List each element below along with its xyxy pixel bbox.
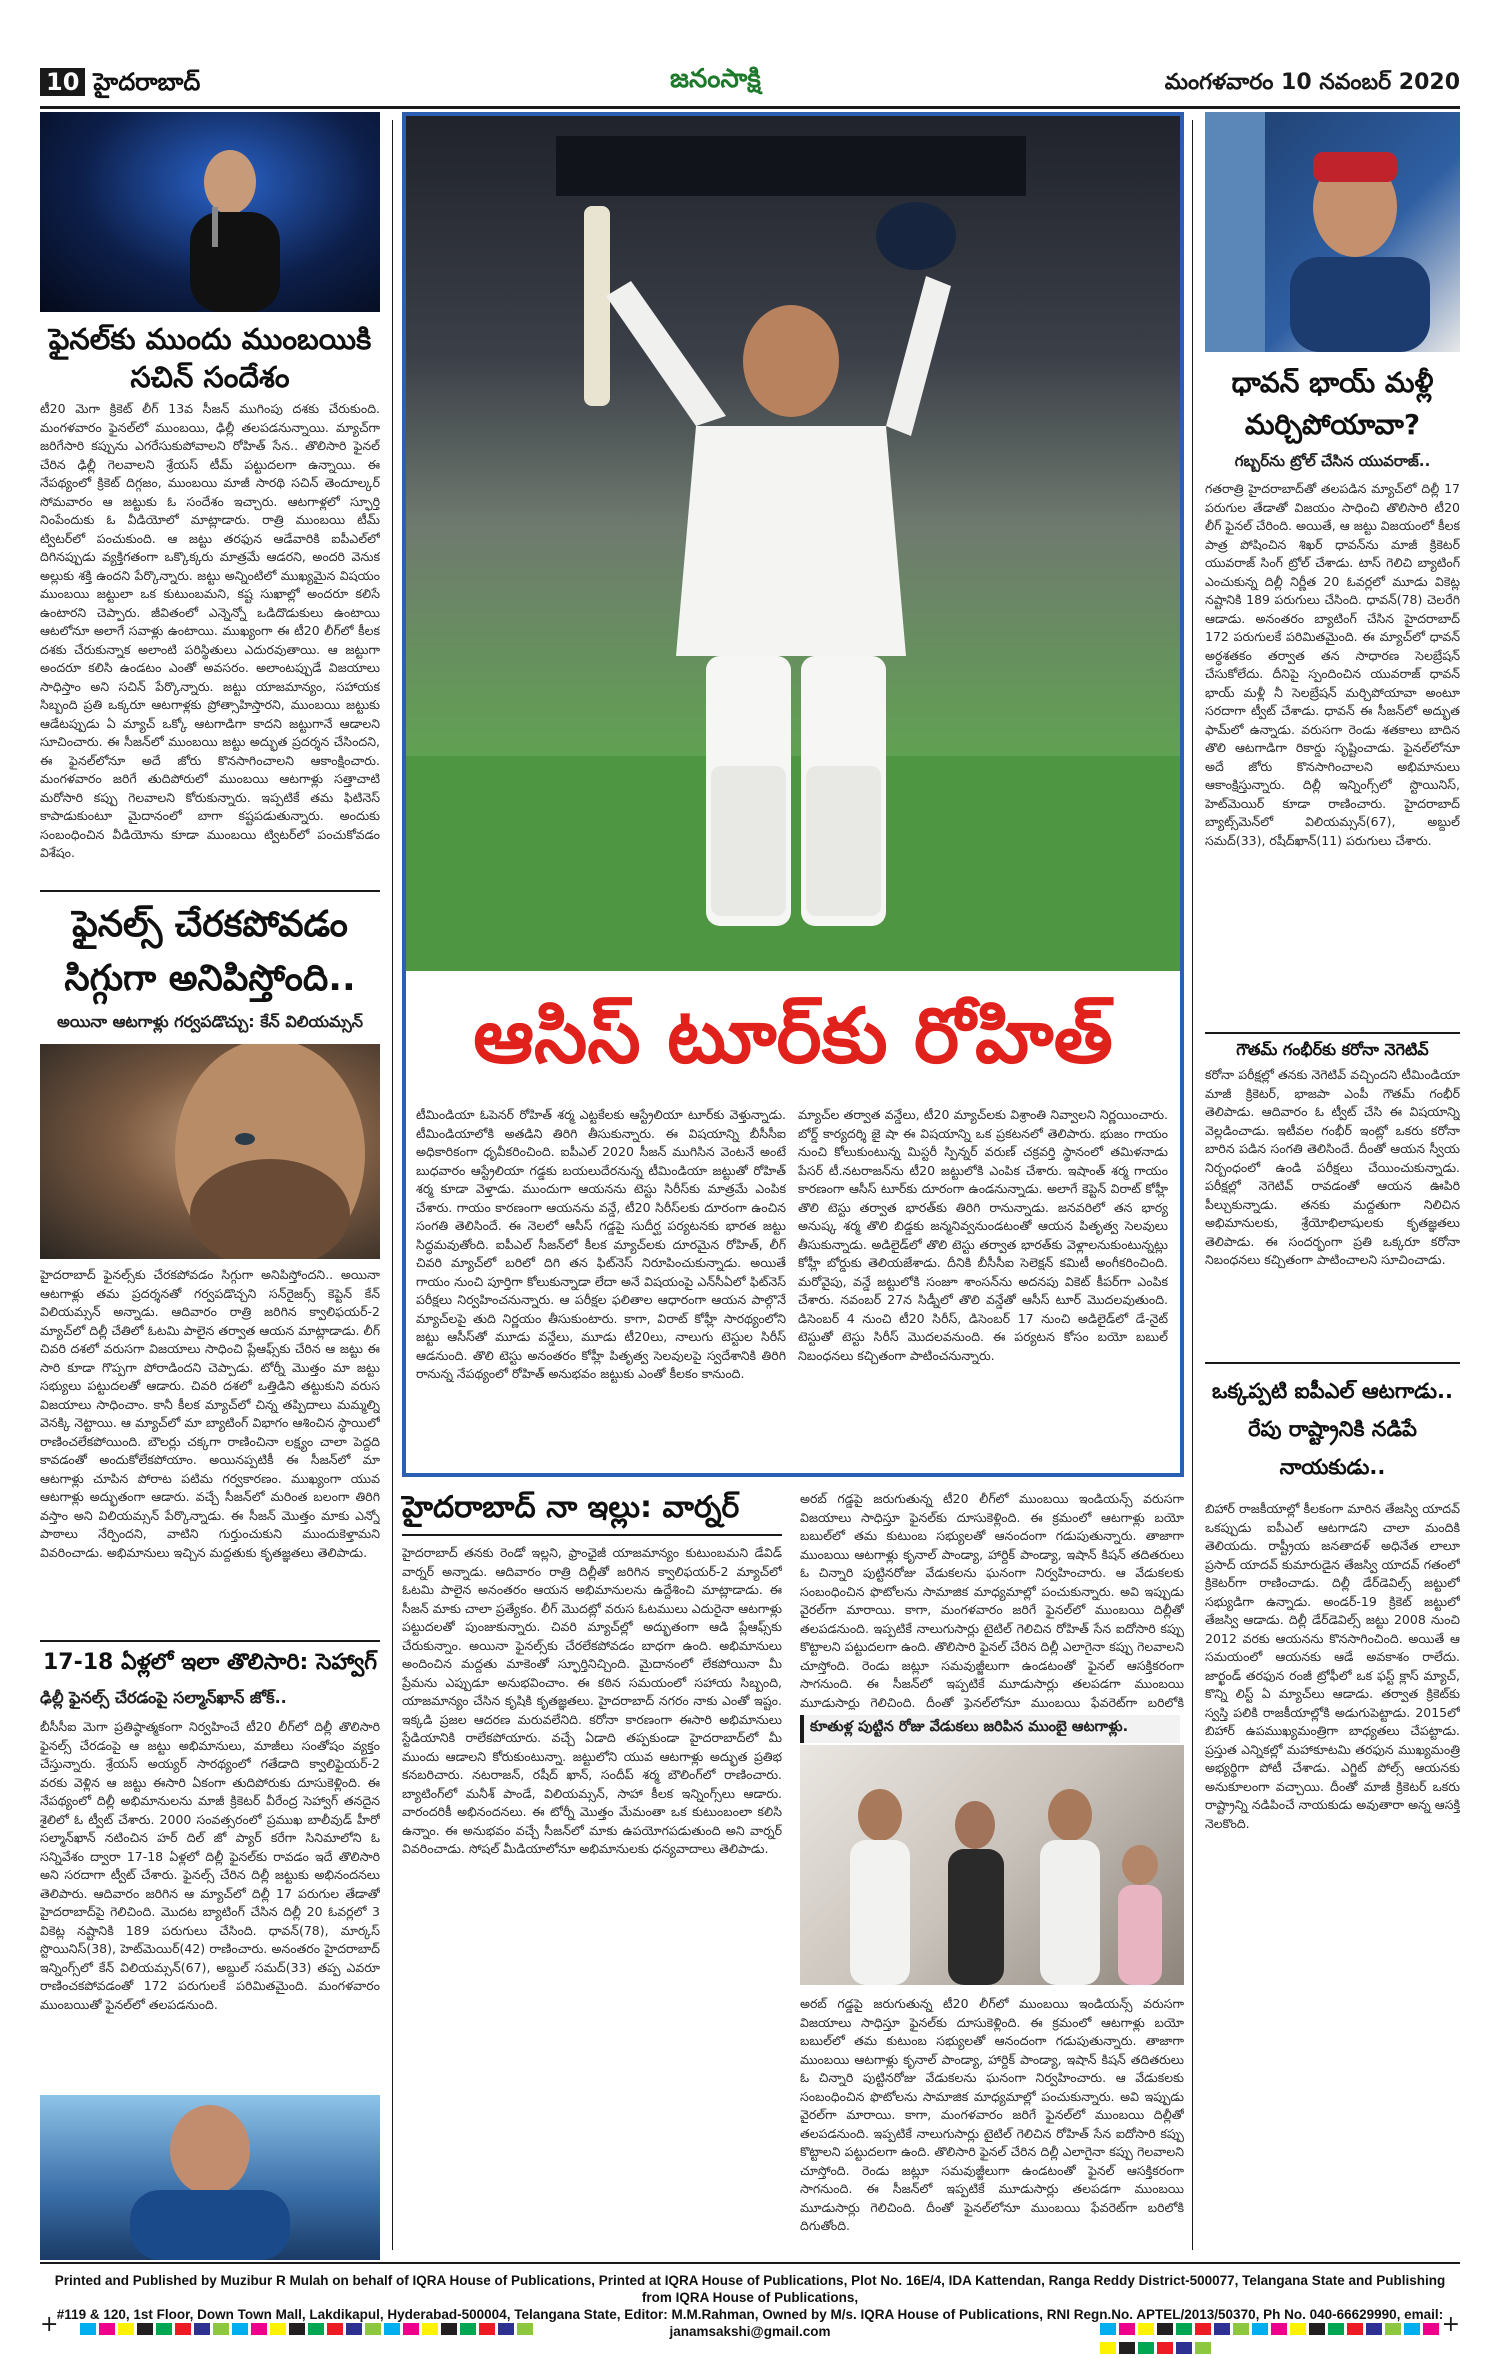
color-swatch <box>270 2323 286 2335</box>
gambhir-body: కరోనా పరీక్షల్లో తనకు నెగెటివ్ వచ్చిందని టీమిండియా మాజీ క్రికెటర్, భాజపా ఎంపీ గౌతమ్ గంభీర్ తెలిపాడు. ఆదివారం ఓ ట్వీట్ చేసి ఈ విషయాన్ని వెల్లడించాడు. ఇటీవల గంభీర్ ఇంట్లో ఒకరు కరోనా బారిన పడిన సంగతి తెలిసిందే. దీంతో ఆయన స్వీయ నిర్బంధంలో ఉండి పరీక్షలు చేయించుకున్నాడు. పరీక్షల్లో నెగెటివ్ రావడంతో ఆయన ఊపిరి పీల్చుకున్నాడు. తనకు మద్దతుగా నిలిచిన అభిమానులకు, శ్రేయోభిలాషులకు కృతజ్ఞతలు తెలిపాడు. ఈ సందర్భంగా ప్రతి ఒక్కరూ కరోనా నిబంధనలు కచ్చితంగా పాటించాలని సూచించాడు. <box>1205 1067 1460 1267</box>
page-number: 10 <box>40 68 85 96</box>
williamson-subhead: అయినా ఆటగాళ్లు గర్వపడొచ్చు: కేన్‌ విలియమ్సన్‌ <box>57 1012 363 1031</box>
color-swatch <box>1252 2323 1268 2335</box>
color-swatch <box>1214 2323 1230 2335</box>
color-swatch <box>346 2323 362 2335</box>
color-swatch <box>1233 2323 1249 2335</box>
color-swatch <box>213 2323 229 2335</box>
color-swatch <box>1271 2323 1287 2335</box>
color-swatch <box>498 2323 514 2335</box>
dhawan-subhead: గబ్బర్‌ను ట్రోల్‌ చేసిన యువరాజ్‌.. <box>1234 452 1431 470</box>
divider <box>402 1534 782 1536</box>
color-swatch <box>441 2323 457 2335</box>
divider <box>1205 1362 1460 1364</box>
color-swatch <box>308 2323 324 2335</box>
color-swatch <box>137 2323 153 2335</box>
sachin-figure-icon <box>40 112 380 312</box>
crosshair-icon: + <box>1441 2312 1460 2337</box>
color-swatch <box>1195 2342 1211 2354</box>
rohit-story-frame <box>402 112 1184 1477</box>
sehwag-body: బీసీసీఐ మెగా ప్రతిష్ఠాత్మకంగా నిర్వహించే టీ20 లీగ్‌లో దిల్లీ తొలిసారి ఫైనల్స్ చేరడంపై ఆ జట్టు అభిమానులు, మాజీలు సంతోషం వ్యక్తం చేస్తున్నారు. శ్రేయస్ అయ్యర్ సారథ్యంలో గతేడాది క్వాలిఫైయర్-2 వరకు వెళ్లిన ఆ జట్టు ఈసారి ఏకంగా తుదిపోరుకు దూసుకెళ్లింది. ఈ నేపథ్యంలో దిల్లీ అభిమానులను మాజీ క్రికెటర్ వీరేంద్ర సెహ్వాగ్ తనదైన శైలిలో ఓ ట్వీట్ చేశారు. 2000 సంవత్సరంలో ప్రముఖ బాలీవుడ్ హీరో సల్మాన్‌ఖాన్ నటించిన హర్ దిల్ జో ప్యార్ కరేగా సినిమాలోని ఓ సన్నివేశం ద్వారా 17-18 ఏళ్లలో దిల్లీ ఫైనల్‌కు రావడం ఇదే తొలిసారి అని సరదాగా ట్వీట్ చేశారు. ఫైనల్స్ చేరిన దిల్లీ జట్టుకు అభినందనలు తెలిపారు. ఆదివారం జరిగిన ఆ మ్యాచ్‌లో దిల్లీ 17 పరుగుల తేడాతో హైదరాబాద్‌పై గెలిచింది. మొదట బ్యాటింగ్ చేసిన దిల్లీ 20 ఓవర్లలో 3 వికెట్ల నష్టానికి 189 పరుగులు చేసింది. ధావన్(78), మార్కస్ స్టొయినిస్(38), హెట్‌మెయిర్(42) రాణించారు. అనంతరం హైదరాబాద్ ఇన్నింగ్స్‌లో కేన్ విలియమ్సన్(67), అబ్దుల్ సమద్(33) తప్ప ఎవరూ రాణించకపోవడంతో 172 పరుగులకే పరిమితమైంది. మంగళవారం ముంబయితో ఫైనల్‌లో తలపడనుంది. <box>40 1719 380 2012</box>
color-swatch <box>1423 2323 1439 2335</box>
color-swatch <box>479 2323 495 2335</box>
color-swatch <box>365 2323 381 2335</box>
color-swatch <box>1100 2323 1116 2335</box>
column-divider-left <box>392 120 393 2250</box>
crosshair-icon: + <box>40 2312 59 2337</box>
imprint-line-2: #119 & 120, 1st Floor, Down Town Mall, Lakdikapul, Hyderabad-500004, Telangana State, Editor: M.M.Rahman, Owned by M/s. IQRA House of Publications, RNI Regn.No. APTEL/2013/50370, Ph No. 040-66629990, email: janamsakshi@gmail.com <box>56 2307 1444 2339</box>
tejashwi-body: బిహార్ రాజకీయాల్లో కీలకంగా మారిన తేజస్వి యాదవ్ ఒకప్పుడు ఐపీఎల్ ఆటగాడని చాలా మందికి తెలియదు. రాష్ట్రీయ జనతాదళ్ అధినేత లాలూ ప్రసాద్ యాదవ్ కుమారుడైన తేజస్వి యాదవ్ గతంలో క్రికెటర్‌గా రాణించాడు. దిల్లీ డేర్‌డెవిల్స్ జట్టులో సభ్యుడిగా ఉన్నాడు. అండర్-19 క్రికెట్ జట్టులో తేజస్వి ఆడాడు. దిల్లీ డేర్‌డెవిల్స్ జట్టు 2008 నుంచి 2012 వరకు ఆయనను కొనసాగించింది. అయితే ఆ సమయంలో ఆయనకు ఆడే అవకాశం రాలేదు. జార్ఖండ్ తరఫున రంజీ ట్రోఫీలో ఒక ఫస్ట్ క్లాస్ మ్యాచ్, కొన్ని లిస్ట్ ఏ మ్యాచ్‌లు ఆడాడు. తర్వాత క్రికెట్‌కు స్వస్తి పలికి రాజకీయాల్లోకి అడుగుపెట్టాడు. 2015లో బిహార్ ఉపముఖ్యమంత్రిగా బాధ్యతలు చేపట్టాడు. ప్రస్తుత ఎన్నికల్లో మహాకూటమి తరఫున ముఖ్యమంత్రి అభ్యర్థిగా పోటీ చేశాడు. ఎగ్జిట్ పోల్స్ ఆయనకు అనుకూలంగా వచ్చాయి. దీంతో మాజీ క్రికెటర్ ఒకరు రాష్ట్రాన్ని నడిపించే నాయకుడు అవుతారా అన్న ఆసక్తి నెలకొంది. <box>1205 1501 1460 1831</box>
color-swatch <box>1195 2323 1211 2335</box>
color-swatch <box>1157 2323 1173 2335</box>
rohit-headline: ఆసిస్‌ టూర్‌కు రోహిత్‌ <box>473 991 1113 1080</box>
williamson-face-icon <box>40 1044 380 1259</box>
divider <box>40 1640 380 1642</box>
color-swatches-left <box>80 2320 536 2339</box>
color-swatch <box>1366 2323 1382 2335</box>
rohit-body-col2: మ్యాచ్‌ల తర్వాత వన్డేలు, టీ20 మ్యాచ్‌లకు విశ్రాంతి నివ్వాలని నిర్ణయించారు. బోర్డ్ కార్యదర్శి జై షా ఈ విషయాన్ని ఒక ప్రకటనలో తెలిపారు. భుజం గాయం నుంచి కోలుకుంటున్న మిస్టరీ స్పిన్నర్ వరుణ్ చక్రవర్తి స్థానంలో తమిళనాడు పేసర్ టీ.నటరాజన్‌ను టీ20 జట్టులోకి ఎంపిక చేశారు. ఇషాంత్ శర్మ గాయం కారణంగా ఆసీస్ టూర్‌కు దూరంగా ఉండనున్నాడు. అలాగే కెప్టెన్ విరాట్ కోహ్లీ తొలి టెస్టు తర్వాత భారత్‌కు తిరిగి రానున్నాడు. జనవరిలో తన భార్య అనుష్క శర్మ తొలి బిడ్డకు జన్మనివ్వనుండటంతో ఆయన పితృత్వ సెలవులు తీసుకున్నాడు. అడిలైడ్‌లో తొలి టెస్టు తర్వాత భారత్‌కు వెళ్లాలనుకుంటున్నట్లు కోహ్లీ బోర్డుకు తెలియజేశాడు. దీనికి బీసీసీఐ సెలెక్షన్ కమిటీ అంగీకరించింది. మరోవైపు, వన్డే జట్టులోకి సంజూ శాంసన్‌ను అదనపు వికెట్ కీపర్‌గా ఎంపిక చేశారు. నవంబర్ 27న సిడ్నీలో తొలి వన్డేతో ఆసీస్ టూర్ మొదలవుతుంది. డిసెంబర్ 4 నుంచి టీ20 సిరీస్, డిసెంబర్ 17 నుంచి అడిలైడ్‌లో డే-నైట్ టెస్టుతో టెస్టు సిరీస్ మొదలవనుంది. ఈ పర్యటన కోసం బయో బబుల్ నిబంధనలు కచ్చితంగా పాటించనున్నారు. <box>798 1107 1168 1363</box>
color-swatch <box>99 2323 115 2335</box>
yuvraj-portrait-icon <box>1205 112 1460 352</box>
color-swatch <box>1119 2342 1135 2354</box>
color-swatch <box>460 2323 476 2335</box>
divider <box>40 890 380 892</box>
mumbai-intro-body: అరబ్ గడ్డపై జరుగుతున్న టీ20 లీగ్‌లో ముంబయి ఇండియన్స్ వరుసగా విజయాలు సాధిస్తూ ఫైనల్‌కు దూసుకెళ్లింది. ఈ క్రమంలో ఆటగాళ్లు బయో బబుల్‌లో తమ కుటుంబ సభ్యులతో ఆనందంగా గడుపుతున్నారు. తాజాగా ముంబయి ఆటగాళ్లు కృనాల్ పాండ్యా, హార్దిక్ పాండ్యా, ఇషాన్ కిషన్ తదితరులు ఓ చిన్నారి పుట్టినరోజు వేడుకలను ఘనంగా నిర్వహించారు. ఆ వేడుకలకు సంబంధించిన ఫొటోలను సామాజిక మాధ్యమాల్లో పంచుకున్నారు. అవి ఇప్పుడు వైరల్‌గా మారాయి. కాగా, మంగళవారం జరిగే ఫైనల్‌లో ముంబయి దిల్లీతో తలపడనుంది. ఇప్పటికే నాలుగుసార్లు టైటిల్ గెలిచిన రోహిత్ సేన ఐదోసారి కప్పు కొట్టాలని పట్టుదలగా ఉంది. తొలిసారి ఫైనల్ చేరిన దిల్లీ ఎలాగైనా కప్పు గెలవాలని చూస్తోంది. రెండు జట్లూ సమవుజ్జీలుగా ఉండటంతో ఫైనల్ ఆసక్తికరంగా సాగనుంది. ఈ సీజన్‌లో ఇప్పటికే మూడుసార్లు తలపడగా ముంబయి మూడుసార్లు గెలిచింది. దీంతో ఫైనల్‌లోనూ ముంబయి ఫేవరెట్‌గా బరిలోకి <box>800 1491 1184 1710</box>
color-swatch <box>1138 2342 1154 2354</box>
mumbai-body: అరబ్ గడ్డపై జరుగుతున్న టీ20 లీగ్‌లో ముంబయి ఇండియన్స్ వరుసగా విజయాలు సాధిస్తూ ఫైనల్‌కు దూసుకెళ్లింది. ఈ క్రమంలో ఆటగాళ్లు బయో బబుల్‌లో తమ కుటుంబ సభ్యులతో ఆనందంగా గడుపుతున్నారు. తాజాగా ముంబయి ఆటగాళ్లు కృనాల్ పాండ్యా, హార్దిక్ పాండ్యా, ఇషాన్ కిషన్ తదితరులు ఓ చిన్నారి పుట్టినరోజు వేడుకలను ఘనంగా నిర్వహించారు. ఆ వేడుకలకు సంబంధించిన ఫొటోలను సామాజిక మాధ్యమాల్లో పంచుకున్నారు. అవి ఇప్పుడు వైరల్‌గా మారాయి. కాగా, మంగళవారం జరిగే ఫైనల్‌లో ముంబయి దిల్లీతో తలపడనుంది. ఇప్పటికే నాలుగుసార్లు టైటిల్ గెలిచిన రోహిత్ సేన ఐదోసారి కప్పు కొట్టాలని పట్టుదలగా ఉంది. తొలిసారి ఫైనల్ చేరిన దిల్లీ ఎలాగైనా కప్పు గెలవాలని చూస్తోంది. రెండు జట్లూ సమవుజ్జీలుగా ఉండటంతో ఫైనల్ ఆసక్తికరంగా సాగనుంది. ఈ సీజన్‌లో ఇప్పటికే మూడుసార్లు తలపడగా ముంబయి మూడుసార్లు గెలిచింది. దీంతో ఫైనల్‌లోనూ ముంబయి ఫేవరెట్‌గా బరిలోకి దిగుతోంది. <box>800 1996 1184 2233</box>
color-swatch <box>118 2323 134 2335</box>
rohit-body-col1: టీమిండియా ఓపెనర్ రోహిత్ శర్మ ఎట్టకేలకు ఆస్ట్రేలియా టూర్‌కు వెళ్తున్నాడు. టీమిండియాలోకి అతడిని తిరిగి తీసుకున్నారు. ఈ విషయాన్ని బీసీసీఐ అధికారికంగా ధృవీకరించింది. ఐపీఎల్ 2020 సీజన్ ముగిసిన వెంటనే అంటే బుధవారం ఆస్ట్రేలియా గడ్డకు బయలుదేరనున్న టీమిండియా జట్టుతో రోహిత్ శర్మ కూడా వెళ్తాడు. ముందుగా ఆయనను టెస్టు సిరీస్‌కు మాత్రమే ఎంపిక చేశారు. గాయం కారణంగా ఆయనను వన్డే, టీ20 సిరీస్‌లకు దూరంగా ఉంచిన సంగతి తెలిసిందే. ఈ నెలలో ఆసీస్ గడ్డపై సుదీర్ఘ పర్యటనకు భారత జట్టు సిద్ధమవుతోంది. ఐపీఎల్ సీజన్‌లో కీలక మ్యాచ్‌లకు దూరమైన రోహిత్, లీగ్ చివరి మ్యాచ్‌లో బరిలో దిగి తన ఫిట్‌నెస్ నిరూపించుకున్నాడు. అయితే గాయం నుంచి పూర్తిగా కోలుకున్నాడా లేదా అనే విషయంపై ఎన్‌సీఏలో ఫిట్‌నెస్ పరీక్షలు నిర్వహించనున్నారు. ఆ పరీక్షల ఫలితాల ఆధారంగా ఆయన పాల్గొనే మ్యాచ్‌లపై తుది నిర్ణయం తీసుకుంటారు. కాగా, విరాట్ కోహ్లీ సారథ్యంలోని జట్టు ఆసీస్‌తో మూడు వన్డేలు, మూడు టీ20లు, నాలుగు టెస్టుల సిరీస్ ఆడనుంది. తొలి టెస్టు అనంతరం కోహ్లీ పితృత్వ సెలవులపై స్వదేశానికి తిరిగి రానున్న నేపథ్యంలో రోహిత్ అనుభవం జట్టుకు ఎంతో కీలకం కానుంది. <box>416 1107 786 1381</box>
footer-rule <box>40 2262 1460 2264</box>
color-swatch <box>327 2323 343 2335</box>
color-swatch <box>1176 2323 1192 2335</box>
sachin-photo <box>40 112 380 312</box>
color-swatch <box>422 2323 438 2335</box>
color-swatch <box>289 2323 305 2335</box>
color-swatch <box>1385 2323 1401 2335</box>
color-swatch <box>1404 2323 1420 2335</box>
dhawan-headline: ధావన్‌ భాయ్‌ మళ్లీ మర్చిపోయావా? <box>1231 366 1434 441</box>
rohit-celebration-icon <box>406 116 1180 971</box>
color-swatch <box>194 2323 210 2335</box>
gambhir-headline: గౌతమ్‌ గంభీర్‌కు కరోనా నెగెటివ్‌ <box>1236 1040 1429 1059</box>
color-swatch <box>175 2323 191 2335</box>
sehwag-subhead: ఢిల్లీ ఫైనల్స్‌ చేరడంపై సల్మాన్‌ఖాన్‌ జోక్‌.. <box>40 1688 287 1707</box>
color-swatch <box>1138 2323 1154 2335</box>
masthead-logo: జనంసాక్షి <box>670 64 761 94</box>
tejashwi-headline: ఒక్కప్పటి ఐపీఎల్‌ ఆటగాడు.. రేపు రాష్ట్రానికి నడిపే నాయకుడు.. <box>1212 1379 1453 1479</box>
color-swatch <box>1100 2342 1116 2354</box>
sehwag-photo <box>40 2095 380 2260</box>
color-swatch <box>1157 2342 1173 2354</box>
color-swatch <box>1119 2323 1135 2335</box>
color-swatches-right <box>1100 2320 1460 2358</box>
sachin-body: టీ20 మెగా క్రికెట్ లీగ్ 13వ సీజన్ ముగింపు దశకు చేరుకుంది. మంగళవారం ఫైనల్‌లో ముంబయి, ఢిల్లీ తలపడనున్నాయి. మ్యాచ్‌గా జరిగేసారి కప్పును ఎగరేసుకుపోవాలని రోహిత్ సేన.. తొలిసారి ఫైనల్ చేరిన ఢిల్లీ గెలవాలని శ్రేయస్ టీమ్ పట్టుదలగా ఉన్నాయి. ఈ నేపథ్యంలో క్రికెట్ దిగ్గజం, ముంబయి మాజీ సారథి సచిన్ తెందూల్కర్ సోమవారం ఆ జట్టుకు ఓ సందేశం ఇచ్చారు. ఆటగాళ్లలో స్ఫూర్తి నింపేందుకు ఓ వీడియోలో మాట్లాడారు. రాత్రి ముంబయి టీమ్ ట్విటర్‌లో పంచుకుంది. ఆ జట్టు తరఫున ఆడేవారికి ఐపీఎల్‌లో దిగినప్పుడు వ్యక్తిగతంగా ఒక్కొక్కరు మాత్రమే ఆడరని, అందరి వెనుక అల్లుకు శక్తి ఉందని పేర్కొన్నారు. జట్టు అన్నింటిలో ముఖ్యమైన విషయం ముంబయి జట్టులా ఒక కుటుంబమని, కష్ట సుఖాల్లో అందరూ కలిసే ఉంటారని చెప్పారు. జీవితంలో ఎన్నెన్నో ఒడిదొడుకులు ఉంటాయి ఆటలోనూ అలాగే సవాళ్లు ఉంటాయి. ముఖ్యంగా ఈ టీ20 లీగ్‌లో కీలక దశకు చేరుకున్నాక అలాంటి పరిస్థితులు ఎదురవుతాయి. ఆ జట్టుగా అందరూ కలిసి ఉండటం ఎంతో అవసరం. అలాంటప్పుడే విజయాలు సాధిస్తాం అని సచిన్ పేర్కొన్నారు. జట్టు యాజమాన్యం, సహాయక సిబ్బంది ప్రతి ఒక్కరూ ఆటగాళ్లకు ప్రోత్సాహిస్తారని, ముంబయి జట్టుకు ఆడేటప్పుడు ఏ మ్యాచ్ ఒక్కో ఆటగాడిగా కాదని జట్టుగానే ఆడాలని సూచించారు. ఈ సీజన్‌లో ముంబయి జట్టు అద్భుత ప్రదర్శన చేసిందని, ఈ ఫైనల్‌లోనూ అదే జోరు కొనసాగించాలని ఆకాంక్షించారు. మంగళవారం జరిగే తుదిపోరులో ముంబయి ఆటగాళ్లు సత్తాచాటి మరోసారి కప్పు గెలవాలని కోరుకున్నారు. ఇప్పటికే తమ ఫిటినెస్ కాపాడుకుంటూ మైదానంలో బాగా కష్టపడుతున్నారు. అందుకు సంబంధించిన వీడియోను కూడా ముంబయి ట్విటర్‌లో పంచుకోవడం విశేషం. <box>40 401 380 860</box>
color-swatch <box>403 2323 419 2335</box>
mumbai-photo-caption: కూతుళ్ల పుట్టిన రోజు వేడుకలు జరిపిన ముంబై ఆటగాళ్లు. <box>800 1715 1180 1743</box>
sehwag-headline: 17-18 ఏళ్లలో ఇలా తొలిసారి: సెహ్వాగ్‌ <box>42 1650 378 1675</box>
yuvraj-dhawan-photo <box>1205 112 1460 352</box>
rohit-photo <box>406 116 1180 971</box>
page-number-edition <box>40 68 208 102</box>
page-header <box>40 62 1460 109</box>
color-swatch <box>517 2323 533 2335</box>
color-swatch <box>1328 2323 1344 2335</box>
color-swatch <box>80 2323 96 2335</box>
color-swatch <box>1347 2323 1363 2335</box>
dhawan-body: గతరాత్రి హైదరాబాద్‌తో తలపడిన మ్యాచ్‌లో దిల్లీ 17 పరుగుల తేడాతో విజయం సాధించి తొలిసారి టీ20 లీగ్ ఫైనల్ చేరింది. అయితే, ఆ జట్టు విజయంలో కీలక పాత్ర పోషించిన శిఖర్ ధావన్‌ను మాజీ క్రికెటర్ యువరాజ్ సింగ్ ట్రోల్ చేశాడు. టాస్ గెలిచి బ్యాటింగ్ ఎంచుకున్న దిల్లీ నిర్ణీత 20 ఓవర్లలో మూడు వికెట్ల నష్టానికి 189 పరుగులు చేసింది. ధావన్(78) చెలరేగి ఆడాడు. అనంతరం బ్యాటింగ్ చేసిన హైదరాబాద్ 172 పరుగులకే పరిమితమైంది. ఈ మ్యాచ్‌లో ధావన్ అర్ధశతకం తర్వాత తన సాధారణ సెలబ్రేషన్ చేసుకోలేదు. దీనిపై స్పందించిన యువరాజ్ ధావన్ భాయ్ మళ్లీ నీ సెలబ్రేషన్ మర్చిపోయావా అంటూ సరదాగా ట్వీట్ చేశాడు. ధావన్ ఈ సీజన్‌లో అద్భుత ఫామ్‌లో ఉన్నాడు. వరుసగా రెండు శతకాలు బాదిన తొలి ఆటగాడిగా రికార్డు సృష్టించాడు. ఫైనల్‌లోనూ అదే జోరు కొనసాగించాలని అభిమానులు ఆకాంక్షిస్తున్నారు. దిల్లీ ఇన్నింగ్స్‌లో స్టొయినిస్, హెట్‌మెయిర్ కూడా రాణించారు. హైదరాబాద్ బ్యాట్స్‌మెన్‌లో విలియమ్సన్(67), అబ్దుల్ సమద్(33), రషీద్‌ఖాన్(11) పరుగులు చేశారు. <box>1205 481 1460 848</box>
color-swatch <box>232 2323 248 2335</box>
mumbai-family-icon <box>800 1745 1184 1985</box>
color-swatch <box>156 2323 172 2335</box>
williamson-photo <box>40 1044 380 1259</box>
sehwag-figure-icon <box>40 2095 380 2260</box>
williamson-body: హైదరాబాద్ ఫైనల్స్‌కు చేరకపోవడం సిగ్గుగా అనిపిస్తోందని.. అయినా ఆటగాళ్లు తమ ప్రదర్శనతో గర్వపడొచ్చని సన్‌రైజర్స్ కెప్టెన్ కేన్ విలియమ్సన్ అన్నాడు. ఆదివారం రాత్రి జరిగిన క్వాలిఫయర్-2 మ్యాచ్‌లో దిల్లీ చేతిలో ఓటమి పాలైన తర్వాత ఆయన మాట్లాడాడు. లీగ్ చివరి దశలో వరుసగా విజయాలు సాధించి ప్లేఆఫ్స్‌కు చేరిన ఆ జట్టు ఈ సారి కూడా గొప్పగా పోరాడిందని చెప్పాడు. టోర్నీ మొత్తం మా జట్టు సభ్యులు పట్టుదలతో ఆడారు. చివరి దశలో ఒత్తిడిని తట్టుకుని వరుస విజయాలు సాధించాం. కానీ కీలక మ్యాచ్‌లో చిన్న తప్పిదాలు మమ్మల్ని వెనక్కి నెట్టాయి. ఆ మ్యాచ్‌లో మా బ్యాటింగ్ విభాగం ఆశించిన స్థాయిలో రాణించలేకపోయింది. బౌలర్లు చక్కగా రాణించినా లక్ష్యం చాలా పెద్దది కావడంతో అందుకోలేకపోయాం. అయినప్పటికీ ఈ సీజన్‌లో మా ఆటగాళ్లు చూపిన పోరాట పటిమ గర్వకారణం. ముఖ్యంగా యువ ఆటగాళ్లు అద్భుతంగా ఆడారు. వచ్చే సీజన్‌లో మరింత బలంగా తిరిగి వస్తాం అని విలియమ్సన్ పేర్కొన్నాడు. ఈ సీజన్ మొత్తం మాకు ఎన్నో పాఠాలు నేర్పిందని, వాటిని గుర్తుంచుకుని ముందుకెళ్తామని వివరించాడు. అభిమానులు ఇచ్చిన మద్దతుకు కృతజ్ఞతలు తెలిపాడు. <box>40 1267 380 1560</box>
divider <box>1205 1032 1460 1034</box>
williamson-headline: ఫైనల్స్‌ చేరకపోవడం సిగ్గుగా అనిపిస్తోంది.. <box>64 904 356 999</box>
column-divider-right <box>1192 120 1193 2250</box>
warner-headline: హైదరాబాద్‌ నా ఇల్లు: వార్నర్‌ <box>402 1490 740 1525</box>
color-swatch <box>1309 2323 1325 2335</box>
imprint-line-1: Printed and Published by Muzibur R Mulah on behalf of IQRA House of Publications, Printed at IQRA House of Publications, Plot No. 16E/4, IDA Kattendan, Ranga Reddy District-500077, Telangana State and Publishing from IQRA House of Publications, <box>54 2273 1446 2305</box>
color-swatch <box>1176 2342 1192 2354</box>
color-swatch <box>384 2323 400 2335</box>
registration-marks <box>40 2312 1460 2338</box>
color-swatch <box>251 2323 267 2335</box>
color-swatch <box>1290 2323 1306 2335</box>
mumbai-players-photo <box>800 1745 1184 1985</box>
issue-date: మంగళవారం 10 నవంబర్ 2020 <box>1164 70 1460 95</box>
edition-label: హైదరాబాద్ <box>93 68 201 96</box>
sachin-headline: ఫైనల్‌కు ముందు ముంబయికి సచిన్‌ సందేశం <box>48 322 372 394</box>
warner-body: హైదరాబాద్ తనకు రెండో ఇల్లని, ఫ్రాంఛైజీ యాజమాన్యం కుటుంబమని డేవిడ్ వార్నర్ అన్నాడు. ఆదివారం రాత్రి దిల్లీతో జరిగిన క్వాలిఫయర్-2 మ్యాచ్‌లో ఓటమి పాలైన అనంతరం ఆయన అభిమానులను ఉద్దేశించి మాట్లాడాడు. ఈ సీజన్ మాకు చాలా ప్రత్యేకం. లీగ్ మొదట్లో వరుస ఓటములు ఎదురైనా ఆటగాళ్లు పట్టుదలతో పుంజుకున్నారు. చివరి మ్యాచ్‌ల్లో అద్భుతంగా ఆడి ప్లేఆఫ్స్‌కు చేరుకున్నాం. అయినా ఫైనల్స్‌కు చేరలేకపోవడం బాధగా ఉంది. అభిమానులు అందించిన మద్దతు మాకెంతో స్ఫూర్తినిచ్చింది. మైదానంలో లేకపోయినా మీ ప్రేమను ఎప్పుడూ అనుభవించాం. ఈ కఠిన సమయంలో సహాయ సిబ్బంది, యాజమాన్యం చేసిన కృషికి కృతజ్ఞతలు. హైదరాబాద్ నగరం నాకు ఎంతో ఇష్టం. ఇక్కడి ప్రజల ఆదరణ మరువలేనిది. కరోనా కారణంగా ఈసారి అభిమానులు స్టేడియానికి రాలేకపోయారు. వచ్చే ఏడాది తప్పకుండా హైదరాబాద్‌లో మీ ముందు ఆడాలని కోరుకుంటున్నా. జట్టులోని యువ ఆటగాళ్లు అద్భుత ప్రతిభ కనబరిచారు. నటరాజన్, రషీద్ ఖాన్, సందీప్ శర్మ బౌలింగ్‌లో రాణించారు. బ్యాటింగ్‌లో మనీశ్ పాండే, విలియమ్సన్, సాహా కీలక ఇన్నింగ్స్‌లు ఆడారు. వారందరికీ అభినందనలు. ఈ టోర్నీ మొత్తం మేమంతా ఒక కుటుంబంలా కలిసి ఉన్నాం. ఈ అనుభవం వచ్చే సీజన్‌లో మాకు ఉపయోగపడుతుంది అని వార్నర్ వివరించాడు. సోషల్ మీడియాలోనూ అభిమానులకు ధన్యవాదాలు తెలిపాడు. <box>402 1545 782 1856</box>
